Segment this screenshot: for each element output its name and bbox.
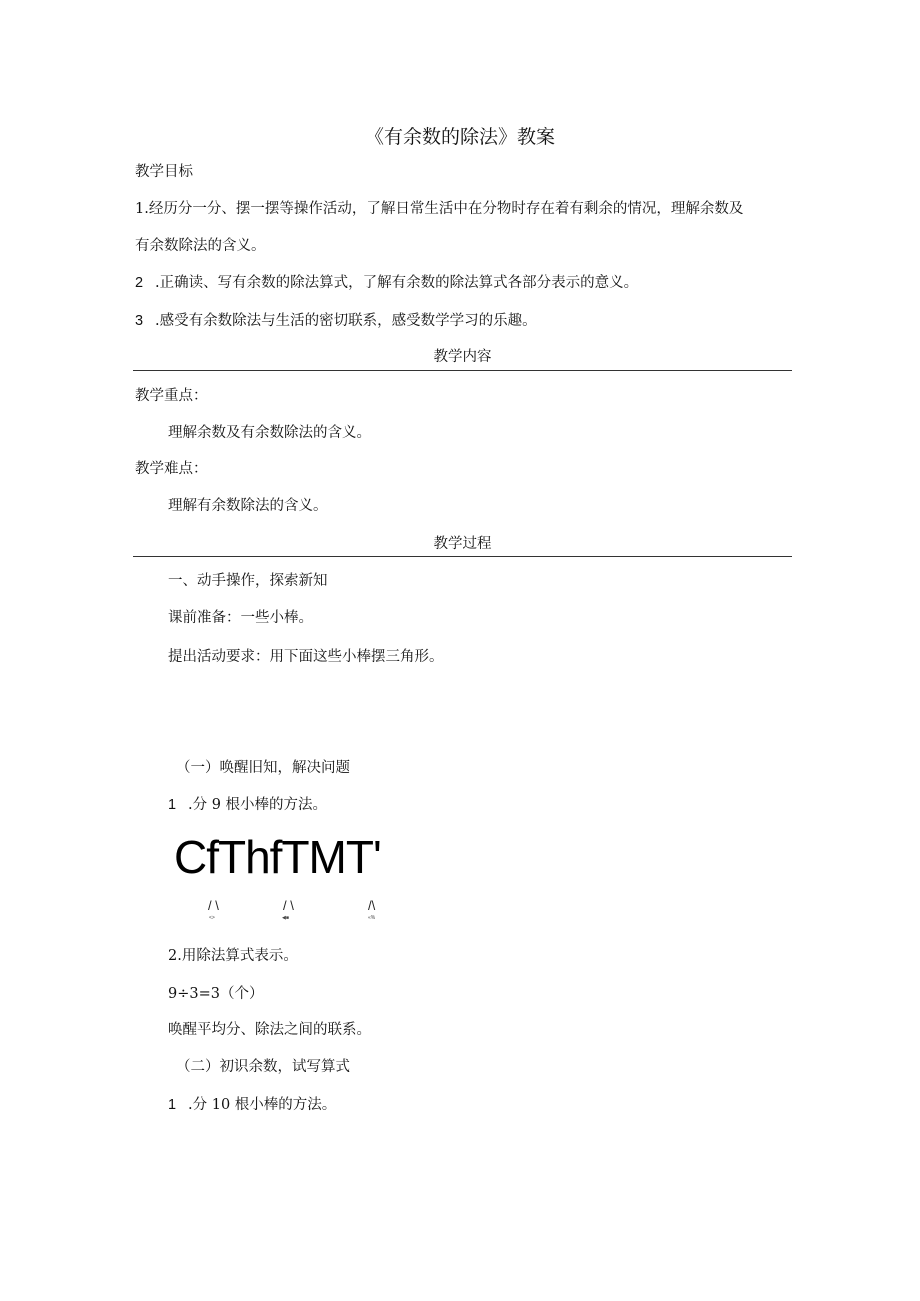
subsection-1-heading: （一）唤醒旧知，解决问题 [176,760,350,776]
triangle-figure-2: / \ [283,898,294,913]
objective-3-text: .感受有余数除法与生活的密切联系，感受数学学习的乐趣。 [155,313,537,329]
section-1-heading: 一、动手操作，探索新知 [168,573,328,589]
step-1-number: 1 [168,797,177,813]
step-3-number: 1 [168,1097,177,1113]
objective-2-number: 2 [135,275,144,291]
key-point-label: 教学重点： [135,388,208,404]
objective-3-number: 3 [135,313,144,329]
triangle-figure-1: / \ [208,898,219,913]
preparation-text: 课前准备：一些小棒。 [168,610,313,626]
process-heading: 教学过程 [433,536,492,552]
relation-text: 唤醒平均分、除法之间的联系。 [168,1022,371,1038]
difficult-point-label: 教学难点： [135,461,208,477]
objectives-heading: 教学目标 [135,164,193,180]
objective-2-text: .正确读、写有余数的除法算式，了解有余数的除法算式各部分表示的意义。 [155,275,639,291]
objective-1-line-2: 有余数除法的含义。 [135,238,266,254]
step-1-text: .分 9 根小棒的方法。 [188,797,328,813]
step-3-text: .分 10 根小棒的方法。 [188,1097,337,1113]
key-point-text: 理解余数及有余数除法的含义。 [168,425,371,441]
activity-requirement: 提出活动要求：用下面这些小棒摆三角形。 [168,649,444,665]
triangle-label-2: ◀■ [282,915,289,921]
triangle-figure-3: /\ [368,898,376,913]
sticks-figure-text: CfThfTMT' [174,831,381,883]
content-divider [133,370,792,371]
triangle-label-3: «% [368,915,376,921]
step-2-text: 2.用除法算式表示。 [168,948,298,964]
content-heading: 教学内容 [433,349,492,365]
division-equation: 9÷3=3（个） [168,986,264,1002]
difficult-point-text: 理解有余数除法的含义。 [168,498,328,514]
subsection-2-heading: （二）初识余数，试写算式 [176,1059,350,1075]
page-title: 《有余数的除法》教案 [364,126,555,148]
objective-1-line-1: 1.经历分一分、摆一摆等操作活动，了解日常生活中在分物时存在着有剩余的情况，理解余数及 [135,201,744,217]
triangle-label-1: <> [209,915,215,921]
process-divider [133,556,792,557]
